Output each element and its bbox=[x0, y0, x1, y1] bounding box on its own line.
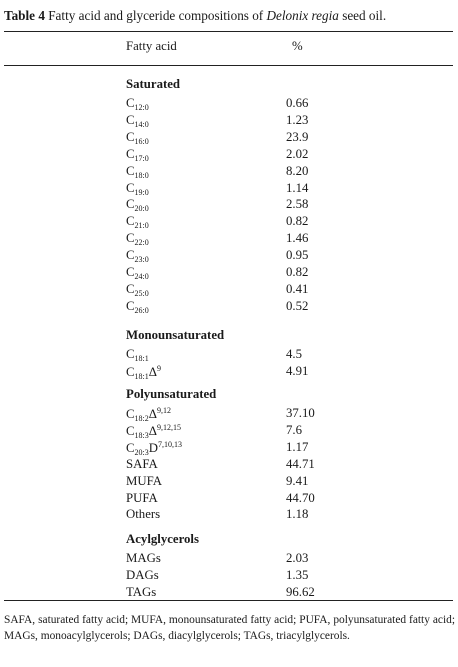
fatty-acid-label: $C_{26:0}$ bbox=[126, 298, 149, 315]
percent-value: 4.91 bbox=[286, 363, 309, 378]
table-row bbox=[126, 491, 426, 507]
percent-value: 1.46 bbox=[286, 231, 309, 246]
table-row bbox=[126, 457, 426, 473]
table-row bbox=[126, 248, 426, 264]
percent-value: 1.17 bbox=[286, 439, 309, 454]
percent-value: 0.52 bbox=[286, 298, 309, 313]
fatty-acid-label: $C_{25:0}$ bbox=[126, 281, 149, 298]
table-row bbox=[126, 568, 426, 584]
percent-value: 2.03 bbox=[286, 551, 309, 565]
percent-value: 4.5 bbox=[286, 347, 302, 361]
fatty-acid-label: $C_{20:3}D^{7,10,13}$ bbox=[126, 439, 183, 457]
table-row bbox=[126, 181, 426, 197]
table-row bbox=[126, 406, 426, 422]
fatty-acid-label: $C_{19:0}$ bbox=[126, 180, 149, 197]
fatty-acid-label: DAGs bbox=[126, 567, 159, 582]
percent-value: 23.9 bbox=[286, 129, 309, 144]
percent-value: 0.82 bbox=[286, 214, 309, 229]
fatty-acid-label: Others bbox=[126, 507, 161, 522]
table-row bbox=[126, 423, 426, 439]
percent-value: 1.14 bbox=[286, 180, 309, 195]
species-name: Delonix regia bbox=[266, 8, 339, 23]
fatty-acid-label: $C_{21:0}$ bbox=[126, 214, 149, 231]
table-row bbox=[126, 231, 426, 247]
fatty-acid-label: $C_{18:1}$ bbox=[126, 347, 149, 363]
percent-value: 2.02 bbox=[286, 146, 309, 161]
fatty-acid-label: MAGs bbox=[126, 551, 161, 565]
caption-text: Fatty acid and glyceride compositions of bbox=[48, 8, 264, 23]
section-title: Acylglycerols bbox=[126, 532, 199, 546]
caption-tail: seed oil. bbox=[342, 8, 387, 23]
percent-value: 9.41 bbox=[286, 473, 309, 488]
percent-value: 7.6 bbox=[286, 422, 302, 437]
table-row bbox=[126, 214, 426, 230]
fatty-acid-label: SAFA bbox=[126, 456, 158, 471]
percent-value: 0.95 bbox=[286, 248, 309, 263]
section-title: Saturated bbox=[126, 77, 181, 91]
section-title: Monounsaturated bbox=[126, 328, 225, 342]
fatty-acid-label: $C_{18:0}$ bbox=[126, 163, 149, 180]
percent-value: 1.23 bbox=[286, 112, 309, 127]
table-row bbox=[126, 440, 426, 456]
fatty-acid-label: $C_{23:0}$ bbox=[126, 248, 149, 265]
table-caption bbox=[4, 8, 454, 24]
percent-value: 0.66 bbox=[286, 96, 309, 110]
table-row bbox=[126, 265, 426, 281]
table-row bbox=[126, 282, 426, 298]
percent-value: 1.18 bbox=[286, 507, 309, 522]
fatty-acid-label: $C_{14:0}$ bbox=[126, 112, 149, 129]
fatty-acid-label: $C_{24:0}$ bbox=[126, 265, 149, 281]
table-footnote: SAFA, saturated fatty acid; MUFA, monounsaturated fatty acid; PUFA, polyunsaturated fatty acid; MAGs, monoacylglycerols; DAGs, diacylglycerols; TAGs, triacylglycerols. bbox=[4, 614, 455, 642]
table-row bbox=[126, 585, 426, 601]
table-row bbox=[126, 130, 426, 146]
percent-value: 96.62 bbox=[286, 584, 315, 599]
percent-value: 0.82 bbox=[286, 265, 309, 279]
table-label: Table 4 bbox=[4, 8, 45, 23]
table-row bbox=[126, 147, 426, 163]
table-row bbox=[126, 164, 426, 180]
percent-value: 44.70 bbox=[286, 490, 315, 505]
table-row bbox=[126, 551, 426, 567]
fatty-acid-label: $C_{18:1}\Delta^9$ bbox=[126, 363, 162, 381]
fatty-acid-label: MUFA bbox=[126, 473, 163, 488]
table-row bbox=[126, 507, 426, 523]
table-row bbox=[126, 474, 426, 490]
percent-value: 8.20 bbox=[286, 163, 309, 178]
percent-value: 1.35 bbox=[286, 567, 309, 582]
table-row bbox=[126, 96, 426, 112]
table-row bbox=[126, 347, 426, 363]
section-title: Polyunsaturated bbox=[126, 387, 217, 401]
fatty-acid-label: $C_{20:0}$ bbox=[126, 197, 149, 214]
column-header-fatty-acid: Fatty acid bbox=[126, 39, 177, 53]
table-row bbox=[126, 197, 426, 213]
table-row bbox=[126, 364, 426, 380]
fatty-acid-label: $C_{17:0}$ bbox=[126, 146, 149, 163]
fatty-acid-label: PUFA bbox=[126, 490, 158, 505]
table-row bbox=[126, 113, 426, 129]
percent-value: 2.58 bbox=[286, 197, 309, 212]
fatty-acid-label: TAGs bbox=[126, 584, 157, 599]
fatty-acid-label: $C_{16:0}$ bbox=[126, 129, 149, 146]
column-header-percent: % bbox=[292, 39, 303, 53]
percent-value: 37.10 bbox=[286, 406, 315, 420]
percent-value: 0.41 bbox=[286, 281, 309, 296]
fatty-acid-label: $C_{12:0}$ bbox=[126, 96, 149, 112]
top-rule bbox=[4, 31, 453, 32]
percent-value: 44.71 bbox=[286, 456, 315, 471]
fatty-acid-label: $C_{18:3}\Delta^{9,12,15}$ bbox=[126, 422, 182, 440]
table-row bbox=[126, 299, 426, 315]
fatty-acid-label: $C_{18:2}\Delta^{9,12}$ bbox=[126, 406, 172, 423]
header-rule bbox=[4, 65, 453, 66]
bottom-rule bbox=[4, 600, 453, 601]
fatty-acid-label: $C_{22:0}$ bbox=[126, 231, 149, 248]
